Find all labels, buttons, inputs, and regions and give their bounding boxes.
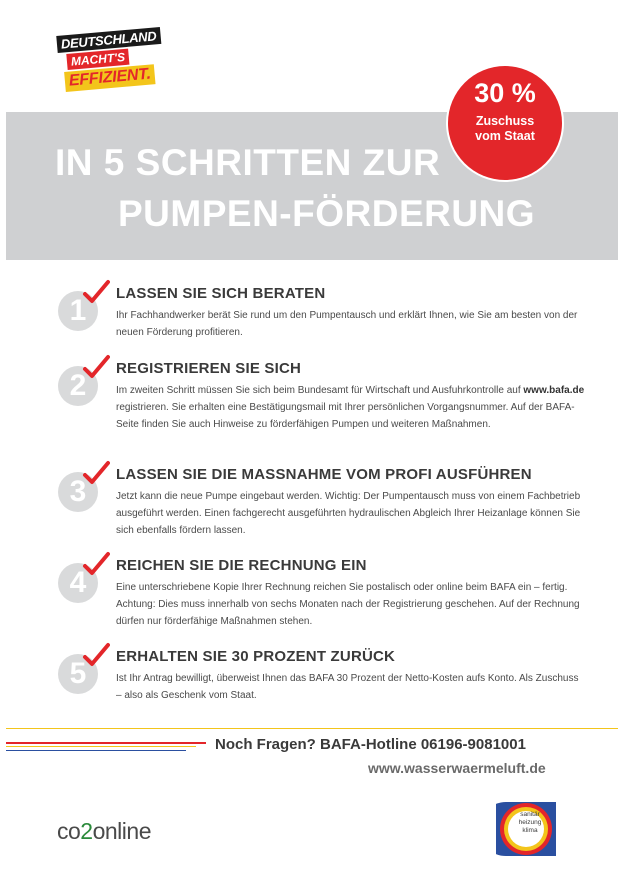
step-number: 2	[58, 366, 98, 406]
check-icon	[82, 279, 110, 307]
page-title-line-1: IN 5 SCHRITTEN ZUR	[55, 142, 441, 183]
badge-line-2: vom Staat	[475, 129, 535, 143]
co2-text-a: co	[57, 818, 81, 844]
step-title: LASSEN SIE DIE MASSNAHME VOM PROFI AUSFÜHREN	[116, 466, 532, 483]
step-number: 5	[58, 654, 98, 694]
subsidy-badge	[448, 66, 562, 180]
check-icon	[82, 354, 110, 382]
step-title: LASSEN SIE SICH BERATEN	[116, 285, 326, 302]
check-icon	[82, 642, 110, 670]
step-body-text: registrieren. Sie erhalten eine Bestätigungsmail mit Ihrer persönlichen Vorgangsnummer. Auf der BAFA-Seite finden Sie auch Hinweise zu förderfähigen Pumpen und weiteren Maßnahmen.	[116, 402, 575, 430]
step-body: Jetzt kann die neue Pumpe eingebaut werden. Wichtig: Der Pumpentausch muss von einem Fachbetrieb ausgeführt werden. Einen fachgerecht ausgeführten hydraulischen Abgleich Ihrer Heizanlage können Sie sich ebenfalls fördern lassen.	[116, 491, 581, 536]
blue-rule	[6, 750, 186, 751]
shk-logo-text	[508, 811, 552, 835]
step-body: Ist Ihr Antrag bewilligt, überweist Ihnen das BAFA 30 Prozent der Netto-Kosten aufs Konto. Als Zuschuss – also als Geschenk vom Staat.	[116, 673, 579, 701]
logo-line-1: DEUTSCHLAND	[56, 27, 161, 53]
step-body: Eine unterschriebene Kopie Ihrer Rechnung reichen Sie postalisch oder online beim BAFA ein – fertig. Achtung: Dies muss innerhalb von sechs Monaten nach der Registrierung geschehen. Auf der Rechnung dürfen nur förderfähige Maßnahmen stehen.	[116, 582, 580, 627]
website-link[interactable]: www.wasserwaermeluft.de	[368, 760, 546, 776]
shk-line-2: heizung	[518, 819, 542, 826]
badge-percent: 30 %	[474, 78, 536, 108]
badge-line-1: Zuschuss	[475, 114, 535, 128]
deutschland-machts-effizient-logo	[57, 28, 157, 104]
co2-text-b: 2	[80, 818, 93, 844]
shk-line-3: klima	[522, 827, 538, 834]
logo-line-2: MACHT'S	[66, 49, 129, 70]
co2-text-c: online	[92, 818, 151, 844]
bafa-link[interactable]: www.bafa.de	[523, 385, 585, 396]
step-title: REICHEN SIE DIE RECHNUNG EIN	[116, 557, 367, 574]
step-title: ERHALTEN SIE 30 PROZENT ZURÜCK	[116, 648, 396, 665]
co2online-logo	[57, 818, 151, 845]
step-number: 4	[58, 563, 98, 603]
shk-line-1: sanitär	[520, 811, 540, 818]
check-icon	[82, 460, 110, 488]
red-rule	[6, 742, 206, 744]
yellow-rule-2	[6, 746, 196, 747]
check-icon	[82, 551, 110, 579]
step-number: 3	[58, 472, 98, 512]
logo-line-3: EFFIZIENT.	[64, 64, 156, 92]
step-body-text: Im zweiten Schritt müssen Sie sich beim Bundesamt für Wirtschaft und Ausfuhrkontrolle auf	[116, 385, 524, 396]
bafa-hotline: Noch Fragen? BAFA-Hotline 06196-9081001	[215, 736, 526, 753]
yellow-rule	[6, 728, 618, 729]
page-title-line-2: PUMPEN-FÖRDERUNG	[118, 193, 536, 234]
badge-text	[448, 114, 562, 144]
step-title: REGISTRIEREN SIE SICH	[116, 360, 302, 377]
step-number: 1	[58, 291, 98, 331]
step-body	[116, 382, 586, 433]
step-body: Ihr Fachhandwerker berät Sie rund um den Pumpentausch und erklärt Ihnen, wie Sie am besten von der neuen Förderung profitieren.	[116, 310, 578, 338]
